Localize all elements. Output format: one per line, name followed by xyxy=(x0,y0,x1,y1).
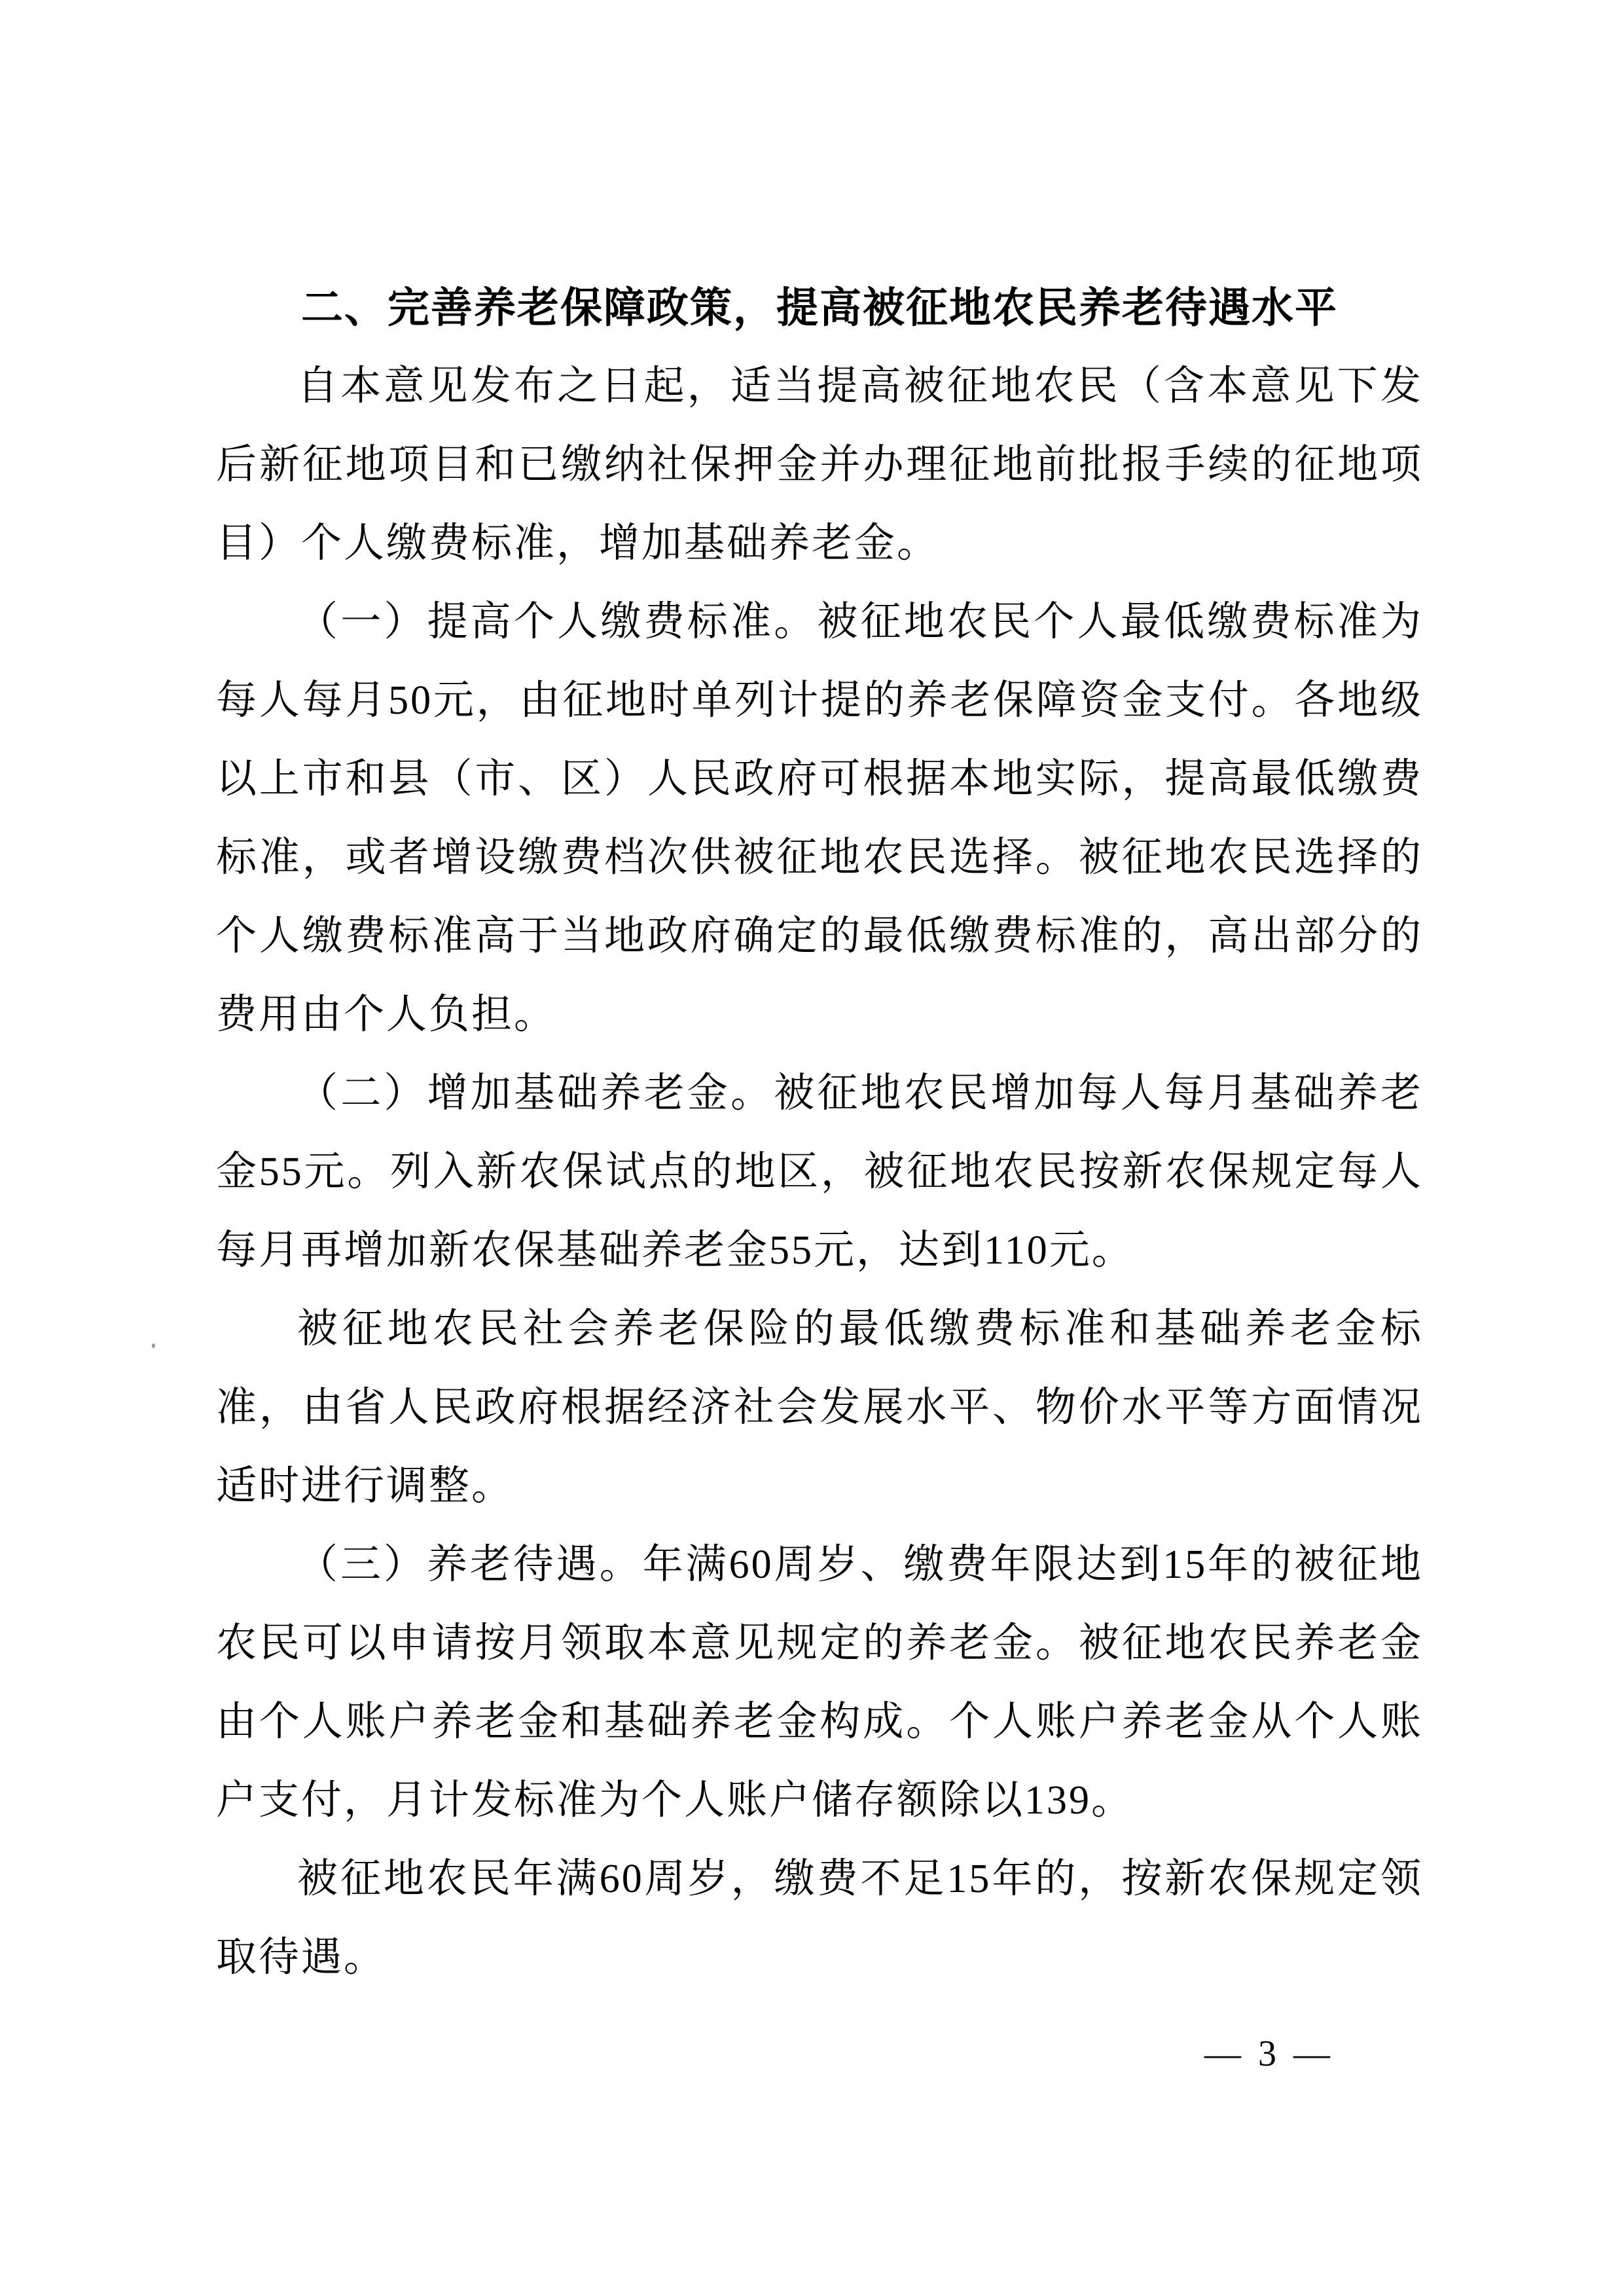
document-paragraph: 被征地农民年满60周岁，缴费不足15年的，按新农保规定领取待遇。 xyxy=(216,1857,1423,1980)
document-body xyxy=(216,268,1423,1997)
document-paragraph: （二）增加基础养老金。被征地农民增加每人每月基础养老金55元。列入新农保试点的地区，被征地农民按新农保规定每人每月再增加新农保基础养老金55元，达到110元。 xyxy=(216,1071,1423,1273)
page-number: — 3 — xyxy=(1204,2033,1334,2074)
document-paragraph: 自本意见发布之日起，适当提高被征地农民（含本意见下发后新征地项目和已缴纳社保押金并办理征地前批报手续的征地项目）个人缴费标准，增加基础养老金。 xyxy=(216,364,1423,566)
document-paragraph: （一）提高个人缴费标准。被征地农民个人最低缴费标准为每人每月50元，由征地时单列计提的养老保障资金支付。各地级以上市和县（市、区）人民政府可根据本地实际，提高最低缴费标准，或者增设缴费档次供被征地农民选择。被征地农民选择的个人缴费标准高于当地政府确定的最低缴费标准的，高出部分的费用由个人负担。 xyxy=(216,600,1423,1037)
scan-noise-speck xyxy=(152,1343,155,1348)
section-heading: 二、完善养老保障政策，提高被征地农民养老待遇水平 xyxy=(301,284,1338,331)
document-paragraph: （三）养老待遇。年满60周岁、缴费年限达到15年的被征地农民可以申请按月领取本意见规定的养老金。被征地农民养老金由个人账户养老金和基础养老金构成。个人账户养老金从个人账户支付，月计发标准为个人账户储存额除以139。 xyxy=(216,1542,1423,1823)
document-paragraph: 被征地农民社会养老保险的最低缴费标准和基础养老金标准，由省人民政府根据经济社会发展水平、物价水平等方面情况适时进行调整。 xyxy=(216,1307,1423,1508)
